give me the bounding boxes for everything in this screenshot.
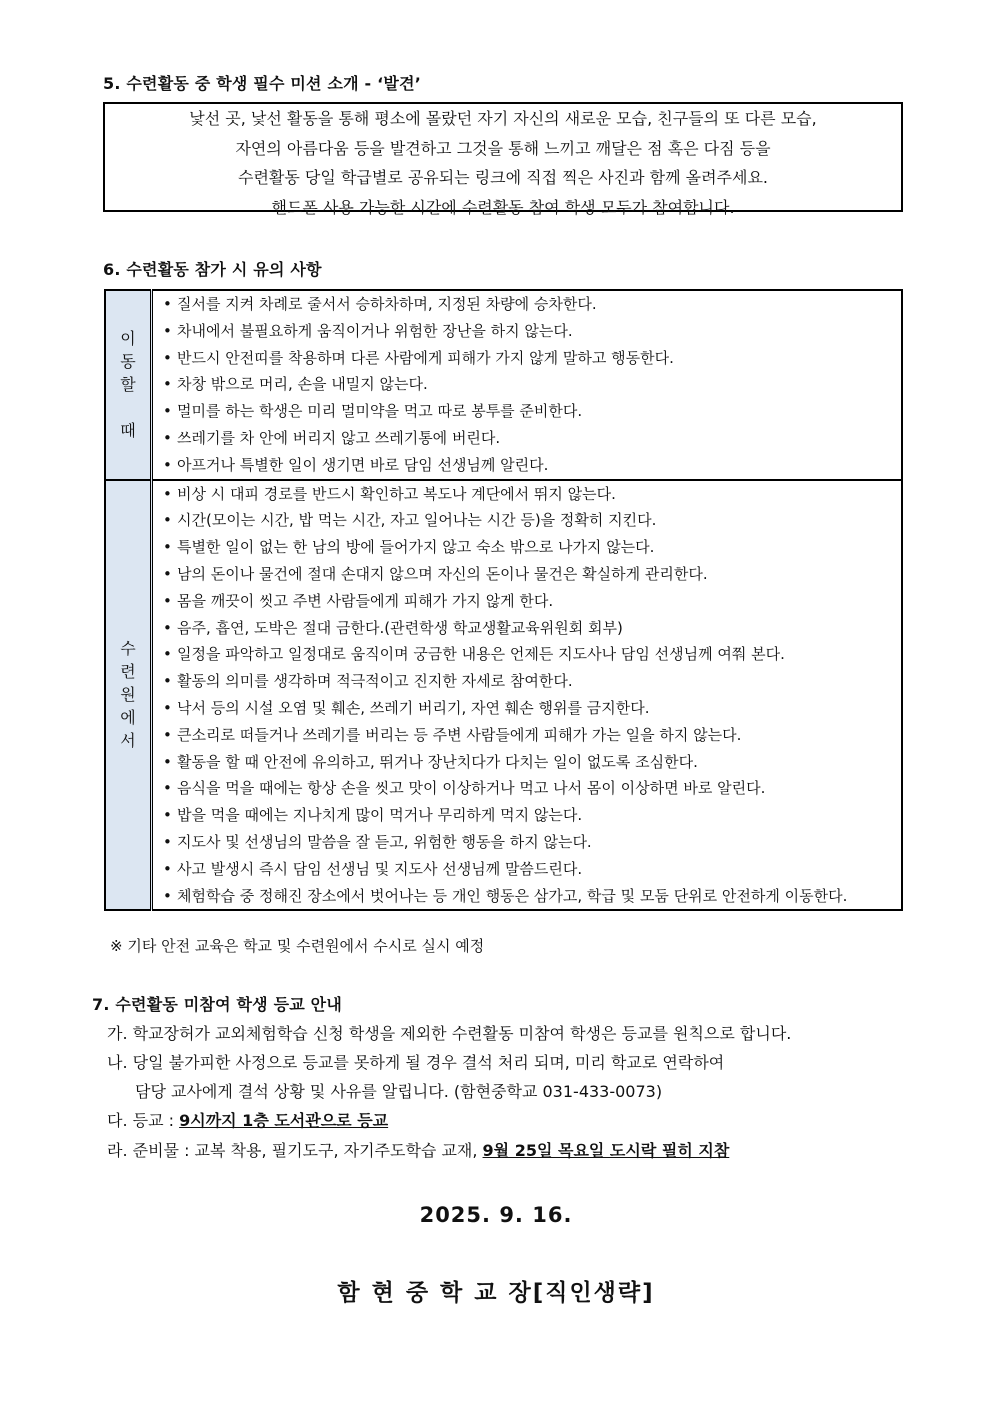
table-row [105,480,902,911]
principal-signature: 함 현 중 학 교 장[직인생략] [337,1280,655,1306]
list-item: • 몸을 깨끗이 씻고 주변 사람들에게 피해가 가지 않게 한다. [161,588,901,615]
section7-heading: 7. 수련활동 미참여 학생 등교 안내 [92,995,342,1014]
item-na-line1: 나. 당일 불가피한 사정으로 등교를 못하게 될 경우 결석 처리 되며, 미리 학교로 연락하여 [107,1053,725,1072]
list-item: • 차창 밖으로 머리, 손을 내밀지 않는다. [161,371,901,398]
list-item: • 지도사 및 선생님의 말씀을 잘 듣고, 위험한 행동을 하지 않는다. [161,829,901,856]
item-ra: 라. 준비물 : 교복 착용, 필기도구, 자기주도학습 교재, 9월 25일 목요일 도시락 필히 지참 [107,1141,730,1160]
mission-line: 낯선 곳, 낯선 활동을 통해 평소에 몰랐던 자기 자신의 새로운 모습, 친구들의 또 다른 모습, [189,109,817,128]
item-na-line2: 담당 교사에게 결석 상황 및 사유를 알립니다. (함현중학교 031-433-0073) [135,1082,663,1101]
section5-heading: 5. 수련활동 중 학생 필수 미션 소개 - ‘발견’ [103,74,422,93]
section6-heading: 6. 수련활동 참가 시 유의 사항 [103,260,322,279]
item-da: 다. 등교 : 9시까지 1층 도서관으로 등교 [107,1111,389,1130]
move-rules-list [161,291,901,479]
list-item: • 활동의 의미를 생각하며 적극적이고 진지한 자세로 참여한다. [161,668,901,695]
table-row [105,290,902,480]
category-label-move: 이 동 할 때 [120,329,136,441]
list-item: • 쓰레기를 차 안에 버리지 않고 쓰레기통에 버린다. [161,425,901,452]
precautions-table [104,289,903,911]
list-item: • 반드시 안전띠를 착용하며 다른 사람에게 피해가 가지 않게 말하고 행동한다. [161,345,901,372]
list-item: • 음주, 흡연, 도박은 절대 금한다.(관련학생 학교생활교육위원회 회부) [161,615,901,642]
list-item: • 남의 돈이나 물건에 절대 손대지 않으며 자신의 돈이나 물건은 확실하게 관리한다. [161,561,901,588]
list-item: • 활동을 할 때 안전에 유의하고, 뛰거나 장난치다가 다치는 일이 없도록 조심한다. [161,749,901,776]
list-item: • 음식을 먹을 때에는 항상 손을 씻고 맛이 이상하거나 먹고 나서 몸이 이상하면 바로 알린다. [161,775,901,802]
document-date: 2025. 9. 16. [419,1203,573,1227]
list-item: • 시간(모이는 시간, 밥 먹는 시간, 자고 일어나는 시간 등)을 정확히 지킨다. [161,507,901,534]
mission-line: 자연의 아름다움 등을 발견하고 그것을 통해 느끼고 깨달은 점 혹은 다짐 등을 [235,138,771,158]
camp-rules-list [161,481,901,910]
list-item: • 멀미를 하는 학생은 미리 멀미약을 먹고 따로 봉투를 준비한다. [161,398,901,425]
list-item: • 특별한 일이 없는 한 남의 방에 들어가지 않고 숙소 밖으로 나가지 않는다. [161,534,901,561]
mission-line: 핸드폰 사용 가능한 시간에 수련활동 참여 학생 모두가 참여합니다. [271,197,735,217]
items-cell-move [152,290,903,480]
list-item: • 체험학습 중 정해진 장소에서 벗어나는 등 개인 행동은 삼가고, 학급 및 모둠 단위로 안전하게 이동한다. [161,883,877,910]
list-item: • 낙서 등의 시설 오염 및 훼손, 쓰레기 버리기, 자연 훼손 행위를 금지한다. [161,695,901,722]
item-ga: 가. 학교장허가 교외체험학습 신청 학생을 제외한 수련활동 미참여 학생은 등교를 원칙으로 합니다. [107,1024,792,1043]
mission-line: 수련활동 당일 학급별로 공유되는 링크에 직접 찍은 사진과 함께 올려주세요. [238,168,768,187]
mission-box [103,102,903,217]
list-item: • 아프거나 특별한 일이 생기면 바로 담임 선생님께 알린다. [161,452,901,479]
list-item: • 밥을 먹을 때에는 지나치게 많이 먹거나 무리하게 먹지 않는다. [161,802,901,829]
items-cell-camp [152,480,903,911]
list-item: • 비상 시 대피 경로를 반드시 확인하고 복도나 계단에서 뛰지 않는다. [161,481,901,508]
list-item: • 사고 발생시 즉시 담임 선생님 및 지도사 선생님께 말씀드린다. [161,856,901,883]
list-item: • 질서를 지켜 차례로 줄서서 승하차하며, 지정된 차량에 승차한다. [161,291,901,318]
list-item: • 큰소리로 떠들거나 쓰레기를 버리는 등 주변 사람들에게 피해가 가는 일을 하지 않는다. [161,722,901,749]
arrival-instruction: 9시까지 1층 도서관으로 등교 [179,1111,389,1130]
list-item: • 차내에서 불필요하게 움직이거나 위험한 장난을 하지 않는다. [161,318,901,345]
category-cell-move [105,290,152,480]
list-item: • 일정을 파악하고 일정대로 움직이며 궁금한 내용은 언제든 지도사나 담임 선생님께 여쭤 본다. [161,641,901,668]
lunch-instruction: 9월 25일 목요일 도시락 필히 지참 [482,1141,730,1160]
safety-note: ※ 기타 안전 교육은 학교 및 수련원에서 수시로 실시 예정 [110,937,485,955]
category-label-camp: 수 련 원 에 서 [120,639,136,751]
category-cell-camp [105,480,152,911]
